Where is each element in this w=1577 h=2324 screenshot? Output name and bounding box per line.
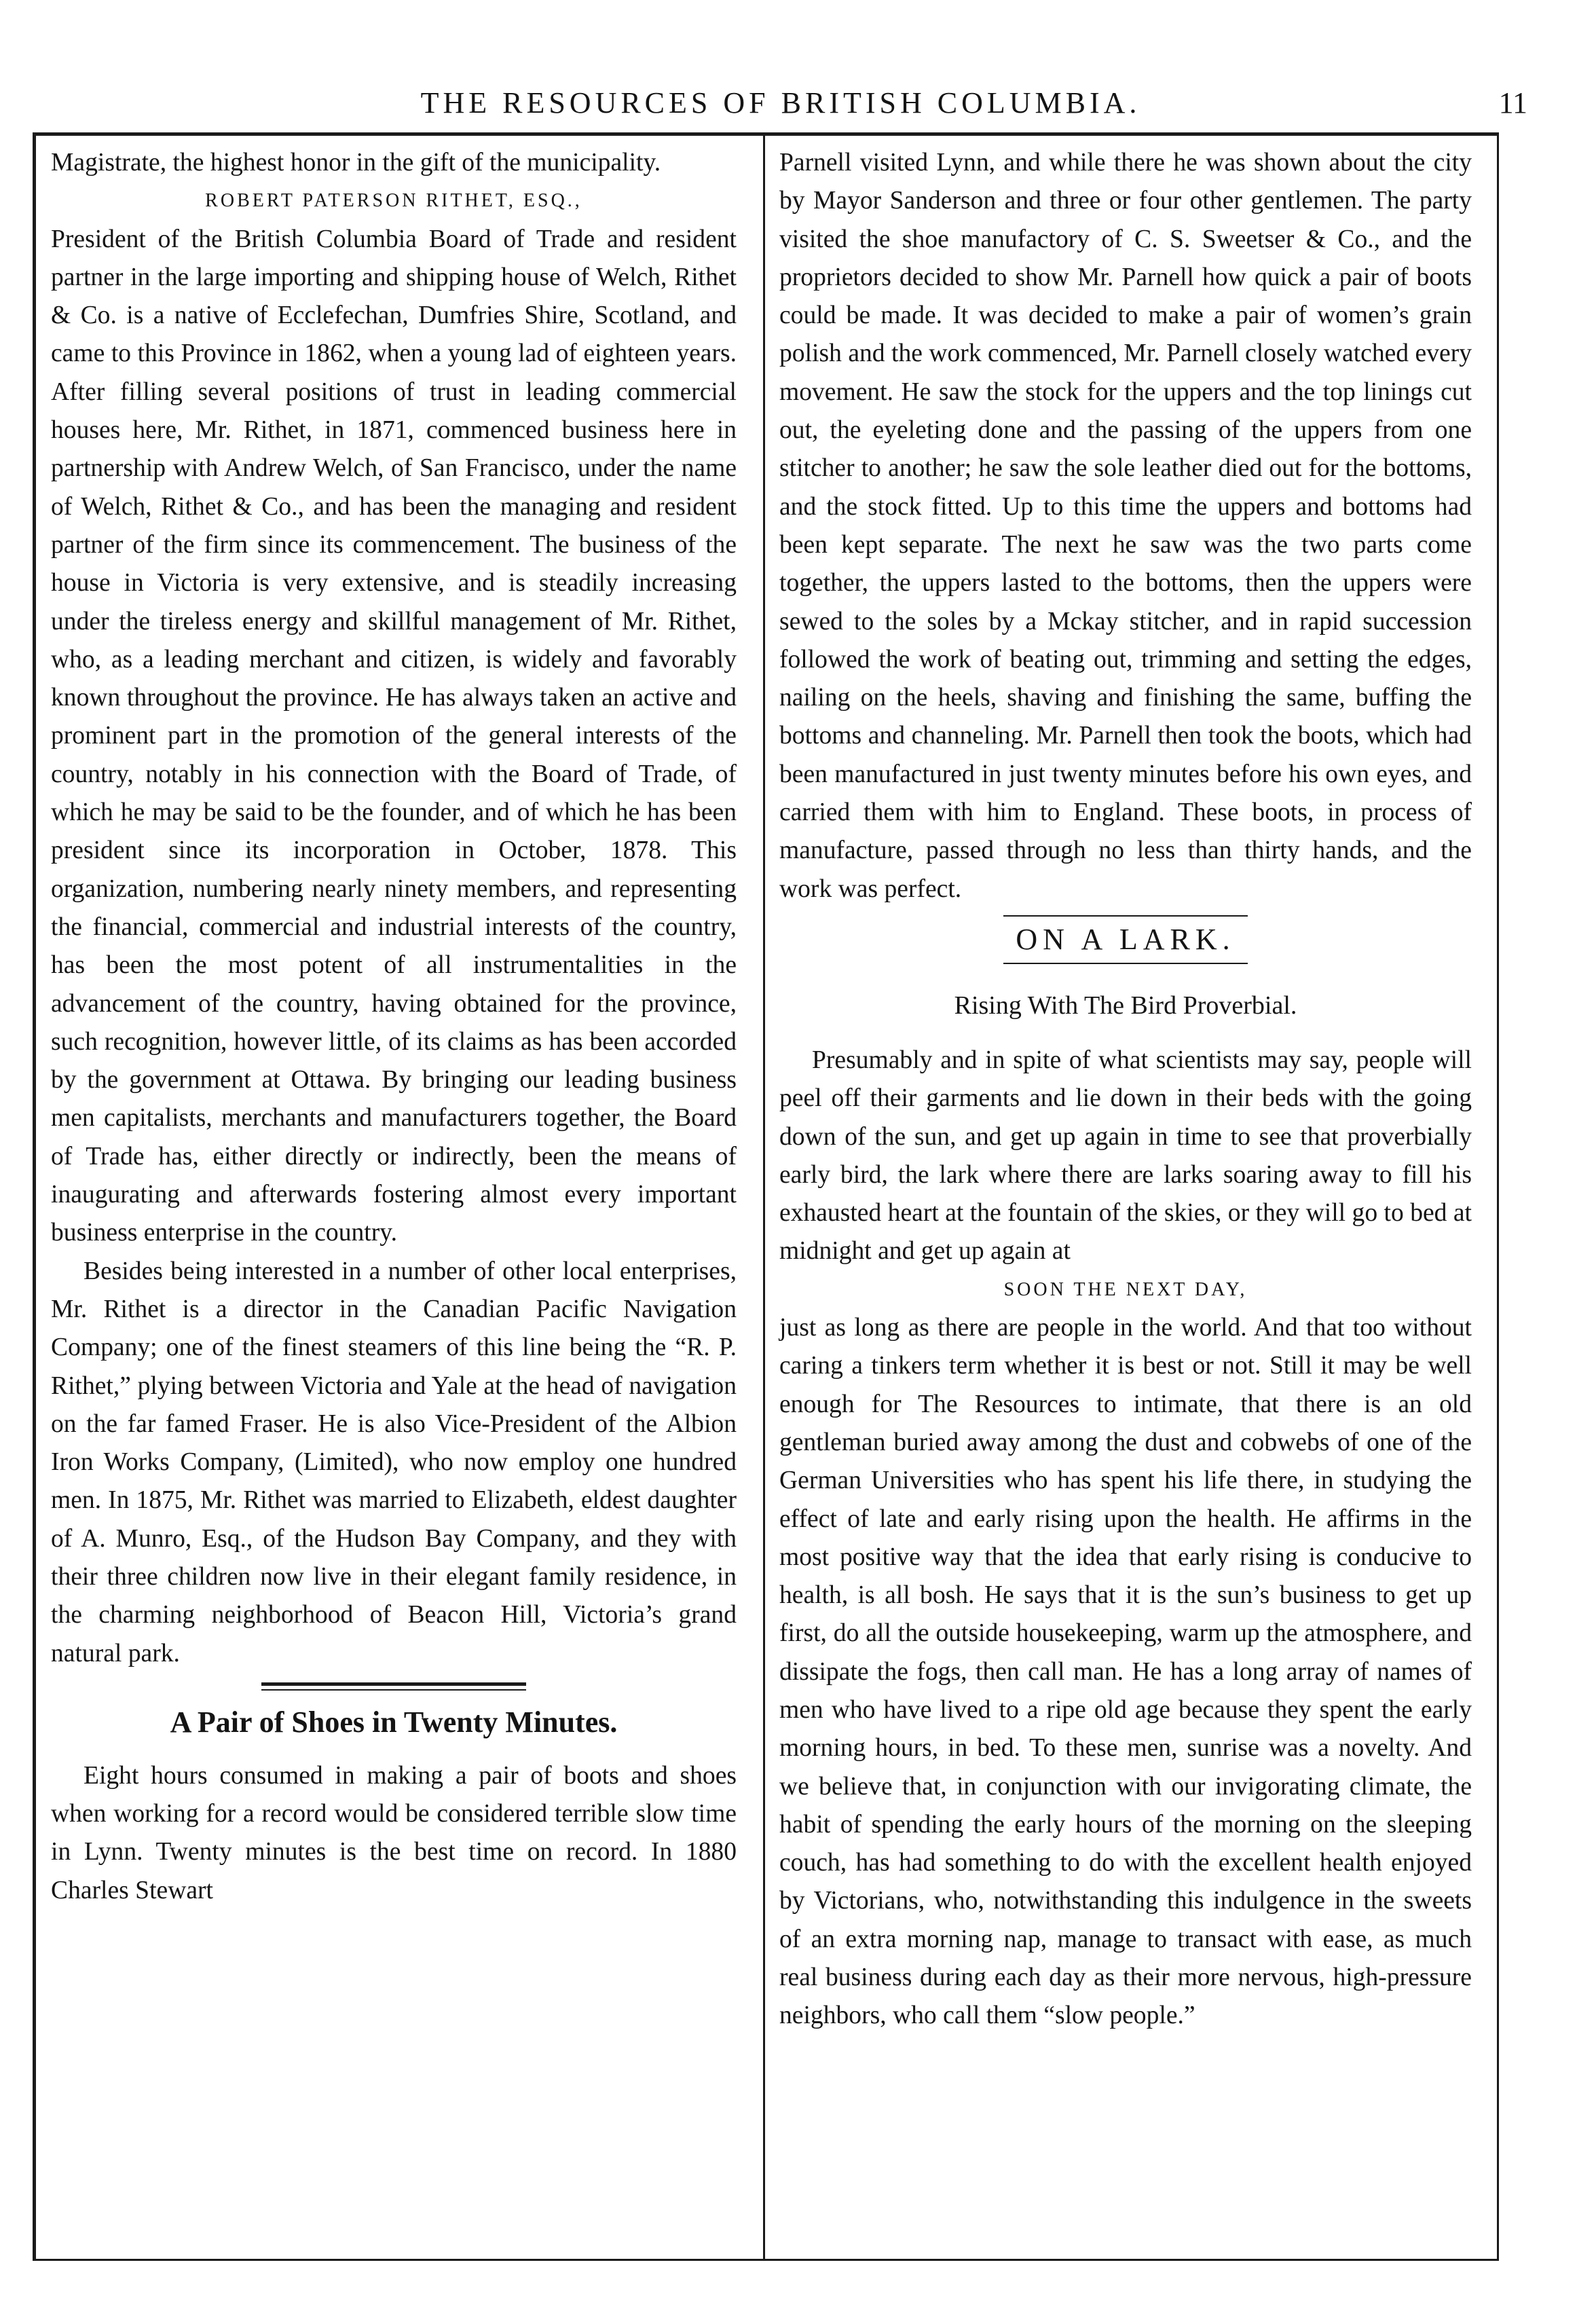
rithet-bio-paragraph: President of the British Columbia Board of Trade and resident partner in the large importing and shipping house of Welch, Rithet & Co. is a native of Ecclefechan, Dumfries Shire, Scotland, and came to this Province in 1862, when a young lad of eighteen years. After filling several positions of trust in leading commercial houses here, Mr. Rithet, in 1871, commenced business here in partnership with Andrew Welch, of San Francisco, under the name of Welch, Rithet & Co., and has been the managing and resident partner of the firm since its commencement. The business of the house in Victoria is very extensive, and is steadily increasing under the tireless energy and skillful management of Mr. Rithet, who, as a leading merchant and citizen, is widely and favorably known throughout the province. He has always taken an active and prominent part in the promotion of the general interests of the country, notably in his connection with the Board of Trade, of which he may be said to be the founder, and of which he has been president since its incorporation in October, 1878. This organization, numbering nearly ninety members, and representing the financial, commercial and industrial interests of the country, has been the most potent of all instrumentalities in the advancement of the country, having obtained for the province, such recognition, however little, of its claims as has been accorded by the government at Ottawa. By bringing our leading business men capitalists, merchants and manufacturers together, the Board of Trade has, either directly or indirectly, been the means of inaugurating and afterwards fostering almost every important business enterprise in the country.	[51, 225, 737, 1247]
headline-rule	[261, 1682, 526, 1691]
page-number: 11	[1498, 86, 1527, 119]
lark-article-title: ON A LARK.	[1003, 915, 1248, 964]
column-rule	[763, 132, 765, 2261]
right-column	[779, 144, 1472, 2035]
rithet-enterprises-paragraph: Besides being interested in a number of other local enterprises, Mr. Rithet is a director in the Canadian Pacific Navigation Company; one of the finest steamers of this line being the “R. P. Rithet,” plying between Victoria and Yale at the head of navigation on the far famed Fraser. He is also Vice-President of the Albion Iron Works Company, (Limited), who now employ one hundred men. In 1875, Mr. Rithet was married to Elizabeth, eldest daughter of A. Munro, Esq., of the Hudson Bay Company, and they with their three children now live in their elegant family residence, in the charming neighborhood of Beacon Hill, Victoria’s grand natural park.	[51, 1257, 737, 1667]
subject-name-heading: ROBERT PATERSON RITHET, ESQ.,	[205, 190, 582, 212]
shoes-article-paragraph: Eight hours consumed in making a pair of boots and shoes when working for a record would be considered terrible slow time in Lynn. Twenty minutes is the best time on record. In 1880 Charles Stewart	[51, 1761, 737, 1904]
lark-article-paragraph-2: just as long as there are people in the world. And that too without caring a tinkers term whether it is best or not. Still it may be well enough for The Resources to intimate, that there is an old gentleman buried away among the dust and cobwebs of one of the German Universities who has spent his life there, in studying the effect of late and early rising upon the health. He affirms in the most positive way that the idea that early rising is conducive to health, is all bosh. He says that it is the sun’s business to get up first, do all the outside housekeeping, warm up the atmosphere, and dissipate the fogs, then call man. He has a long array of names of men who have lived to a ripe old age because they spent the early morning hours, in bed. To these men, sunrise was a novelty. And we believe that, in conjunction with our invigorating climate, the habit of spending the early hours of the morning on the sleeping couch, has had something to do with the excellent health enjoyed by Victorians, who, notwithstanding this indulgence in the sweets of an extra morning nap, manage to transact with ease, as much real business during each day as their more nervous, high-pressure neighbors, who call them “slow people.”	[779, 1314, 1472, 2030]
left-column	[51, 144, 737, 1910]
intro-paragraph: Magistrate, the highest honor in the gift of the municipality.	[51, 149, 661, 177]
shoes-article-title: A Pair of Shoes in Twenty Minutes.	[170, 1705, 618, 1739]
running-head	[34, 80, 1527, 128]
running-title: THE RESOURCES OF BRITISH COLUMBIA.	[420, 86, 1141, 119]
lark-article-subtitle: Rising With The Bird Proverbial.	[954, 991, 1297, 1020]
soon-next-day-subhead: SOON THE NEXT DAY,	[1003, 1278, 1248, 1300]
lark-article-paragraph-1: Presumably and in spite of what scientists may say, people will peel off their garments and lie down in their beds with the going down of the sun, and get up again in time to see that proverbially early bird, the lark where there are larks soaring away to fill his exhausted heart at the fountain of the skies, or they will go to bed at midnight and get up again at	[779, 1046, 1472, 1266]
shoes-article-continuation: Parnell visited Lynn, and while there he was shown about the city by Mayor Sanderson and three or four other gentlemen. The party visited the shoe manufactory of C. S. Sweetser & Co., and the proprietors decided to show Mr. Parnell how quick a pair of boots could be made. It was decided to make a pair of women’s grain polish and the work commenced, Mr. Parnell closely watched every movement. He saw the stock for the uppers and the top linings cut out, the eyeleting done and the passing of the uppers from one stitcher to another; he saw the sole leather died out for the bottoms, and the stock fitted. Up to this time the uppers and bottoms had been kept separate. The next he saw was the two parts come together, the uppers lasted to the bottoms, then the uppers were sewed to the soles by a Mckay stitcher, and in rapid succession followed the work of beating out, trimming and setting the edges, nailing on the heels, shaving and finishing the same, buffing the bottoms and channeling. Mr. Parnell then took the boots, which had been manufactured in just twenty minutes before his own eyes, and carried them with him to England. These boots, in process of manufacture, passed through no less than thirty hands, and the work was perfect.	[779, 149, 1472, 903]
